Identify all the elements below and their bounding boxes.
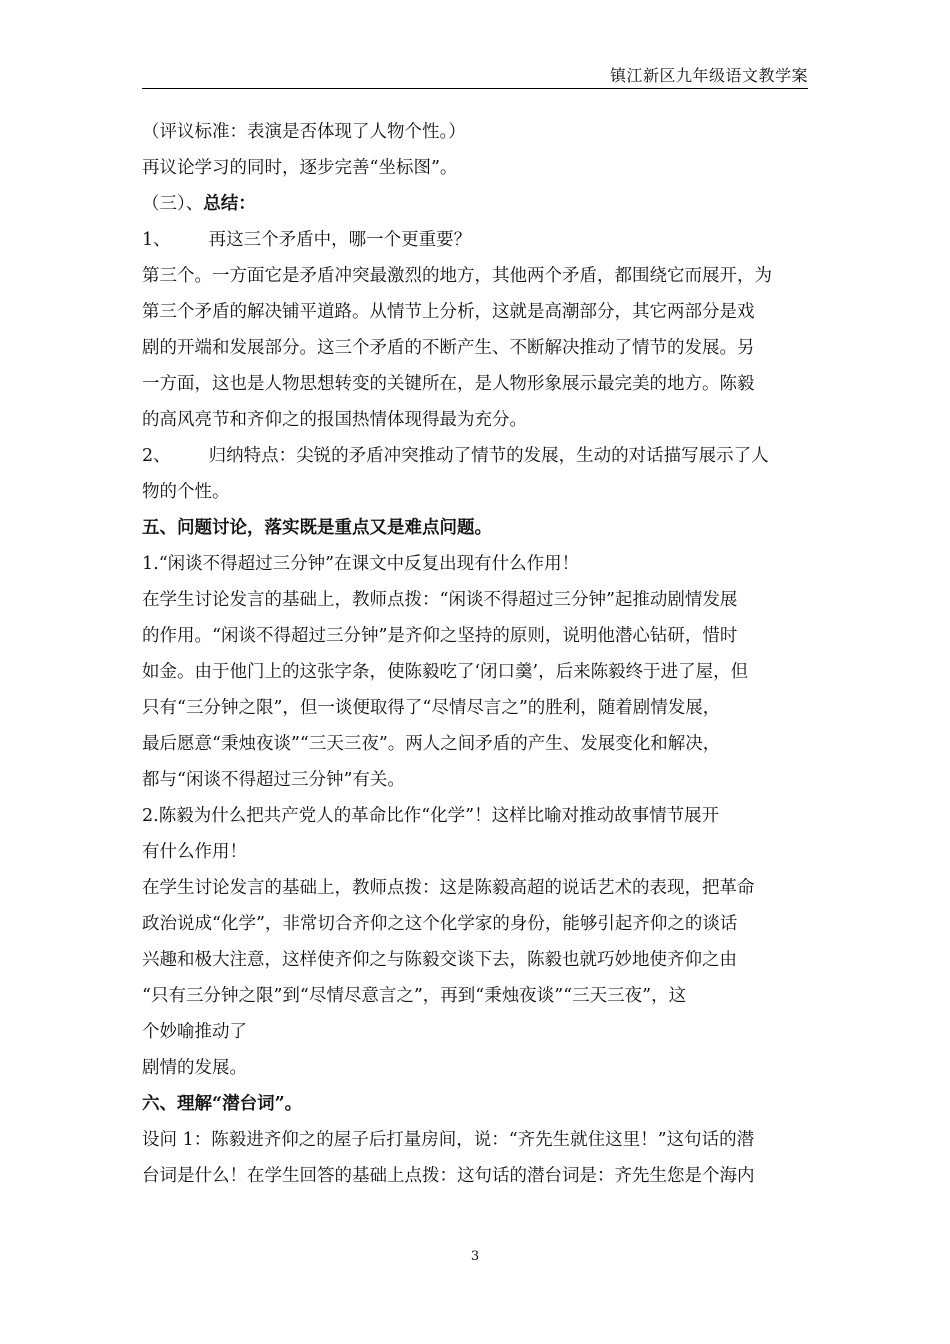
paragraph-line: “只有三分钟之限”到“尽情尽意言之”，再到“秉烛夜谈”“三天三夜”，这 — [142, 986, 687, 1006]
paragraph-line: 有什么作用！ — [142, 842, 247, 862]
paragraph-line: 最后愿意“秉烛夜谈”“三天三夜”。两人之间矛盾的产生、发展变化和解决， — [142, 734, 721, 754]
paragraph-line: 在学生讨论发言的基础上，教师点拨：“闲谈不得超过三分钟”起推动剧情发展 — [142, 590, 738, 610]
paragraph-line: 只有“三分钟之限”，但一谈便取得了“尽情尽言之”的胜利，随着剧情发展， — [142, 698, 721, 718]
question-2: 2.陈毅为什么把共产党人的革命比作“化学”！这样比喻对推动故事情节展开 — [142, 806, 720, 826]
item-text: 归纳特点：尖锐的矛盾冲突推动了情节的发展，生动的对话描写展示了人 — [208, 446, 769, 466]
section-heading-summary: （三）、总结： — [142, 194, 256, 214]
paragraph-line: 台词是什么！在学生回答的基础上点拨：这句话的潜台词是：齐先生您是个海内 — [142, 1166, 755, 1186]
paragraph-line: 再议论学习的同时，逐步完善“坐标图”。 — [142, 158, 458, 178]
paragraph-line: 第三个矛盾的解决铺平道路。从情节上分析，这就是高潮部分，其它两部分是戏 — [142, 302, 755, 322]
paragraph-line: 都与“闲谈不得超过三分钟”有关。 — [142, 770, 405, 790]
paragraph-line: 剧情的发展。 — [142, 1058, 247, 1078]
paragraph-line: 物的个性。 — [142, 482, 230, 502]
header-divider — [142, 88, 808, 89]
paragraph-line: 设问 1：陈毅进齐仰之的屋子后打量房间，说：“齐先生就住这里！”这句话的潜 — [142, 1130, 755, 1150]
paragraph-line: 在学生讨论发言的基础上，教师点拨：这是陈毅高超的说话艺术的表现，把革命 — [142, 878, 755, 898]
running-header-title: 镇江新区九年级语文教学案 — [609, 66, 808, 85]
paragraph-line: 的高风亮节和齐仰之的报国热情体现得最为充分。 — [142, 410, 527, 430]
paragraph-line: 剧的开端和发展部分。这三个矛盾的不断产生、不断解决推动了情节的发展。另 — [142, 338, 755, 358]
item-number: 1、 — [142, 230, 171, 250]
page-number: 3 — [470, 1249, 480, 1264]
paragraph-line: 一方面，这也是人物思想转变的关键所在，是人物形象展示最完美的地方。陈毅 — [142, 374, 755, 394]
section-heading-discussion: 五、问题讨论，落实既是重点又是难点问题。 — [142, 518, 492, 538]
numbered-item-1 — [142, 222, 810, 258]
numbered-item-2 — [142, 438, 810, 474]
item-number: 2、 — [142, 446, 171, 466]
document-body — [142, 114, 810, 1194]
paragraph-line: 兴趣和极大注意，这样使齐仰之与陈毅交谈下去，陈毅也就巧妙地使齐仰之由 — [142, 950, 737, 970]
paragraph-line: 第三个。一方面它是矛盾冲突最激烈的地方，其他两个矛盾，都围绕它而展开，为 — [142, 266, 772, 286]
question-1: 1.“闲谈不得超过三分钟”在课文中反复出现有什么作用！ — [142, 554, 580, 574]
paragraph-line: （评议标准：表演是否体现了人物个性。） — [142, 122, 466, 142]
item-text: 再这三个矛盾中，哪一个更重要？ — [208, 230, 472, 250]
paragraph-line: 个妙喻推动了 — [142, 1022, 247, 1042]
paragraph-line: 如金。由于他门上的这张字条，使陈毅吃了‘闭口羹’，后来陈毅终于进了屋，但 — [142, 662, 749, 682]
section-heading-subtext: 六、理解“潜台词”。 — [142, 1094, 303, 1114]
paragraph-line: 政治说成“化学”，非常切合齐仰之这个化学家的身份，能够引起齐仰之的谈话 — [142, 914, 738, 934]
paragraph-line: 的作用。“闲谈不得超过三分钟”是齐仰之坚持的原则，说明他潜心钻研，惜时 — [142, 626, 738, 646]
